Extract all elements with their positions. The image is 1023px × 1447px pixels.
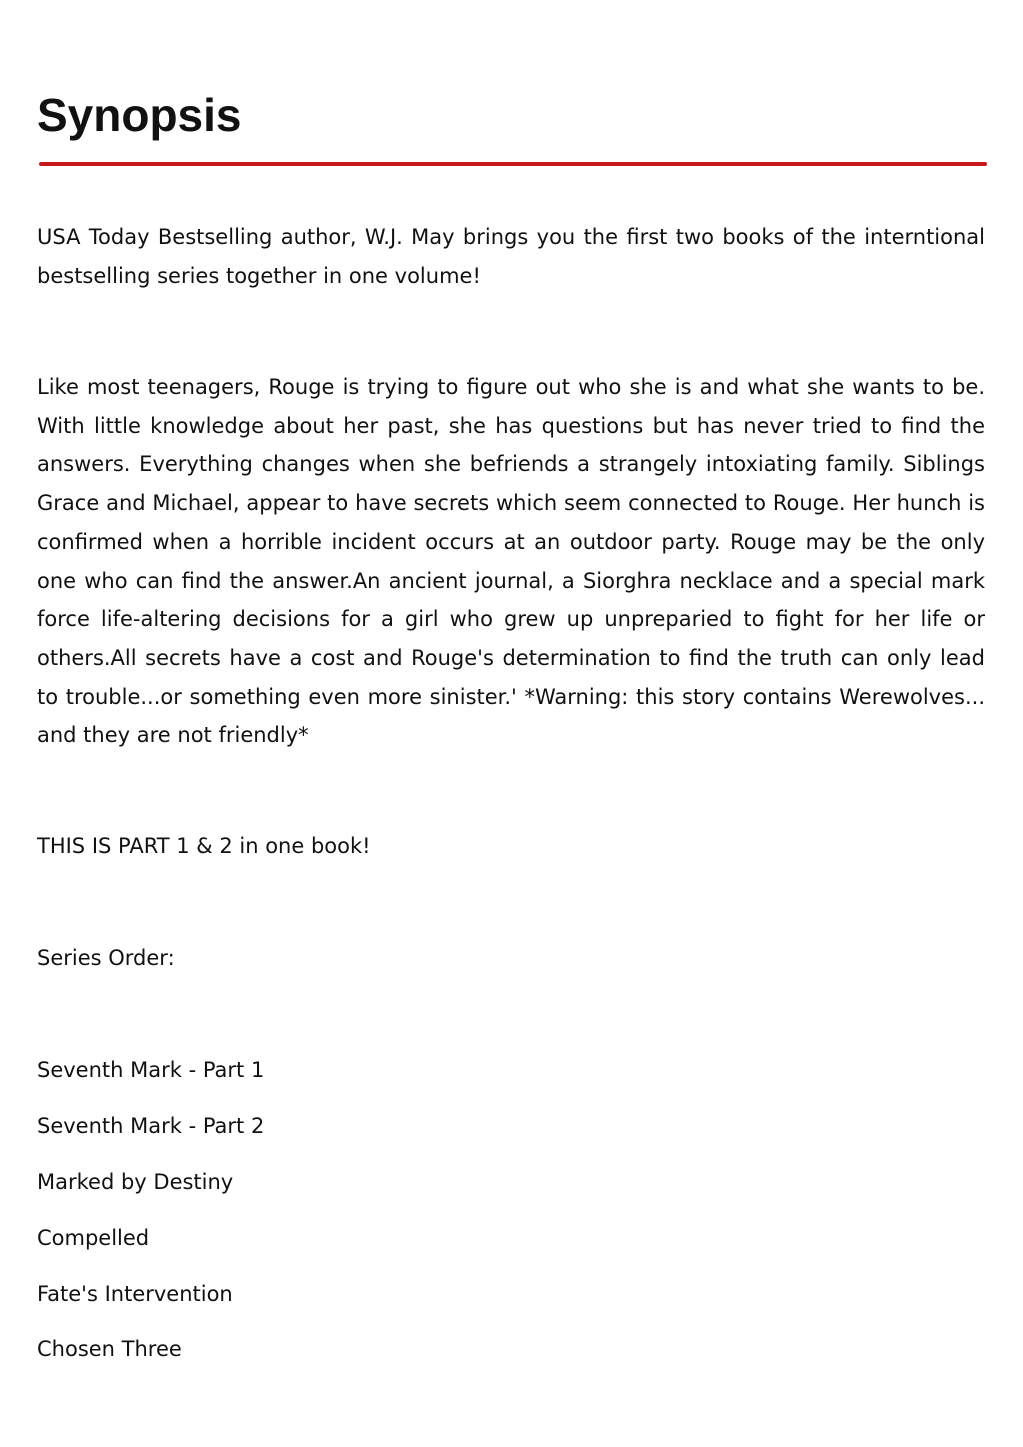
page-title: Synopsis xyxy=(37,89,242,141)
series-item: Compelled xyxy=(37,1226,150,1250)
intro-paragraph: USA Today Bestselling author, W.J. May brings you the first two books of the interntional bestselling series together in one volume! xyxy=(37,225,985,288)
series-item: Seventh Mark - Part 2 xyxy=(37,1114,265,1138)
series-order-heading: Series Order: xyxy=(37,946,175,970)
series-item: Chosen Three xyxy=(37,1337,182,1361)
edition-note: THIS IS PART 1 & 2 in one book! xyxy=(37,834,371,858)
series-item: Marked by Destiny xyxy=(37,1170,234,1194)
series-item: Seventh Mark - Part 1 xyxy=(37,1058,265,1082)
series-item: Fate's Intervention xyxy=(37,1282,233,1306)
synopsis-paragraph: Like most teenagers, Rouge is trying to figure out who she is and what she wants to be. With little knowledge about her past, she has questions but has never tried to find the answers. Everything changes when she befriends a strangely intoxiating family. Siblings Grace and Michael, appear to have secrets which seem connected to Rouge. Her hunch is confirmed when a horrible incident occurs at an outdoor party. Rouge may be the only one who can find the answer.An ancient journal, a Siorghra necklace and a special mark force life-altering decisions for a girl who grew up unpreparied to fight for her life or others.All secrets have a cost and Rouge's determination to find the truth can only lead to trouble...or something even more sinister.' *Warning: this story contains Werewolves... and they are not friendly* xyxy=(37,375,985,748)
title-underline xyxy=(39,162,987,166)
